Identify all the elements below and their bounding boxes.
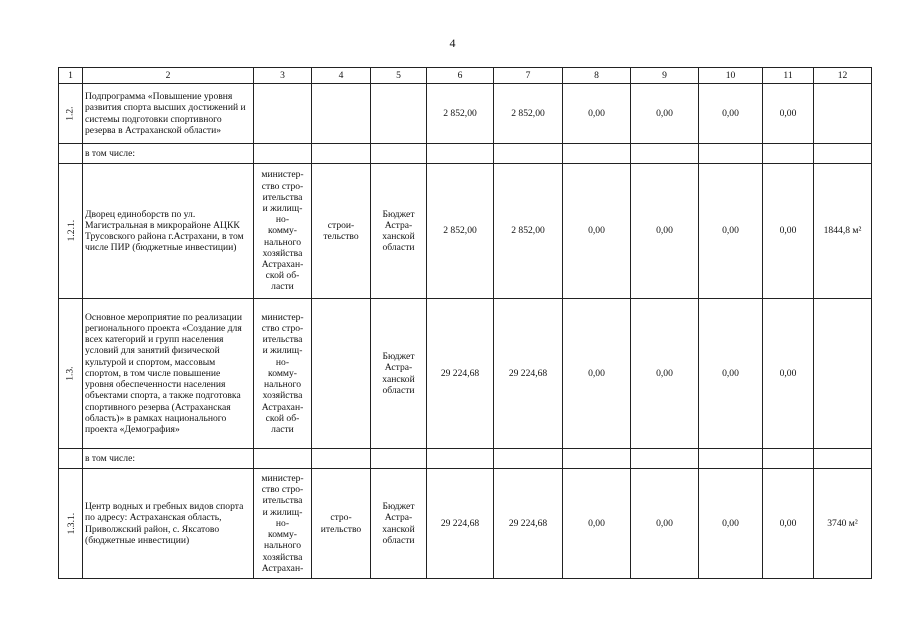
value-cell: 0,00 — [631, 469, 699, 579]
value-cell: 0,00 — [631, 164, 699, 299]
col-header: 10 — [699, 68, 763, 84]
value-cell: 0,00 — [563, 469, 631, 579]
budget-table — [58, 67, 872, 579]
table-row — [59, 144, 872, 164]
table-row — [59, 449, 872, 469]
customer-cell — [254, 84, 312, 144]
col-header: 12 — [814, 68, 872, 84]
value-cell: 0,00 — [563, 164, 631, 299]
row-index: 1.3. — [59, 299, 83, 449]
value-cell: 2 852,00 — [427, 84, 494, 144]
capacity-cell: 3740 м² — [814, 469, 872, 579]
value-cell: 0,00 — [699, 84, 763, 144]
budget-source-cell: Бюджет Астра- ханской области — [371, 164, 427, 299]
row-name: Основное мероприятие по реализации регионального проекта «Создание для всех категорий и групп населения условий для занятий физической культурой и спортом, массовым спортом, в том числе повышение уровня обеспеченности населения объектами спорта, а также подготовка спортивного резерва (Астраханская область)» в рамках национального проекта «Демография» — [83, 299, 254, 449]
row-name: Центр водных и гребных видов спорта по адресу: Астраханская область, Приволжский район, с. Яксатово (бюджетные инвестиции) — [83, 469, 254, 579]
capacity-cell — [814, 299, 872, 449]
col-header: 11 — [763, 68, 814, 84]
customer-cell: министер- ство стро- ительства и жилищ- но- комму- нального хозяйства Астрахан- — [254, 469, 312, 579]
page-number: 4 — [449, 36, 456, 50]
budget-source-cell — [371, 84, 427, 144]
work-type-cell — [312, 84, 371, 144]
value-cell: 29 224,68 — [427, 299, 494, 449]
col-header: 3 — [254, 68, 312, 84]
row-index — [59, 144, 83, 164]
value-cell: 0,00 — [763, 164, 814, 299]
col-header: 9 — [631, 68, 699, 84]
table-row — [59, 299, 872, 449]
value-cell: 0,00 — [563, 84, 631, 144]
value-cell: 0,00 — [763, 84, 814, 144]
value-cell: 0,00 — [631, 299, 699, 449]
customer-cell: министер- ство стро- ительства и жилищ- но- комму- нального хозяйства Астрахан- ской об- ласти — [254, 164, 312, 299]
value-cell: 29 224,68 — [494, 469, 563, 579]
work-type-cell — [312, 299, 371, 449]
value-cell: 2 852,00 — [494, 84, 563, 144]
value-cell: 0,00 — [563, 299, 631, 449]
value-cell: 2 852,00 — [427, 164, 494, 299]
col-header: 4 — [312, 68, 371, 84]
row-name: Подпрограмма «Повышение уровня развития спорта высших достижений и системы подготовки спортивного резерва в Астраханской области» — [83, 84, 254, 144]
col-header: 1 — [59, 68, 83, 84]
capacity-cell: 1844,8 м² — [814, 164, 872, 299]
customer-cell: министер- ство стро- ительства и жилищ- но- комму- нального хозяйства Астрахан- ской об- ласти — [254, 299, 312, 449]
row-index: 1.2.1. — [59, 164, 83, 299]
row-index: 1.2. — [59, 84, 83, 144]
value-cell: 0,00 — [699, 469, 763, 579]
col-header: 2 — [83, 68, 254, 84]
work-type-cell: строи- тельство — [312, 164, 371, 299]
row-index — [59, 449, 83, 469]
row-index: 1.3.1. — [59, 469, 83, 579]
value-cell: 0,00 — [763, 469, 814, 579]
table-row — [59, 164, 872, 299]
value-cell: 2 852,00 — [494, 164, 563, 299]
capacity-cell — [814, 84, 872, 144]
table-header-row — [59, 68, 872, 84]
work-type-cell: стро- ительство — [312, 469, 371, 579]
incl-label: в том числе: — [83, 144, 254, 164]
col-header: 8 — [563, 68, 631, 84]
incl-label: в том числе: — [83, 449, 254, 469]
row-name: Дворец единоборств по ул. Магистральная в микрорайоне АЦКК Трусовского района г.Астрахани, в том числе ПИР (бюджетные инвестиции) — [83, 164, 254, 299]
value-cell: 29 224,68 — [494, 299, 563, 449]
table-row — [59, 84, 872, 144]
value-cell: 29 224,68 — [427, 469, 494, 579]
budget-source-cell: Бюджет Астра- ханской области — [371, 299, 427, 449]
col-header: 7 — [494, 68, 563, 84]
value-cell: 0,00 — [631, 84, 699, 144]
table-row — [59, 469, 872, 579]
value-cell: 0,00 — [699, 299, 763, 449]
budget-source-cell: Бюджет Астра- ханской области — [371, 469, 427, 579]
value-cell: 0,00 — [763, 299, 814, 449]
value-cell: 0,00 — [699, 164, 763, 299]
col-header: 6 — [427, 68, 494, 84]
col-header: 5 — [371, 68, 427, 84]
